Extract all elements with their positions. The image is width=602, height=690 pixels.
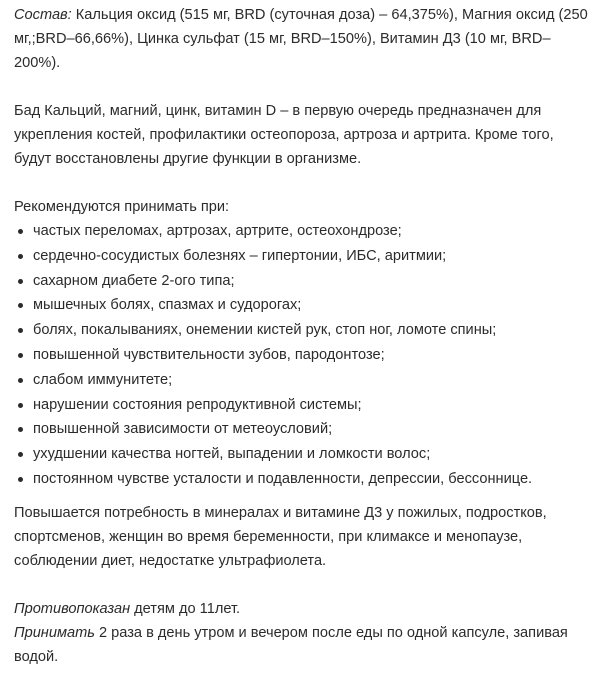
bullet-icon [18, 378, 23, 383]
list-item-text: нарушении состояния репродуктивной системы; [33, 396, 362, 413]
need-paragraph: Повышается потребность в минералах и витамине Д3 у пожилых, подростков, спортсменов, женщин во время беременности, при климаксе и менопаузе, соблюдении диет, недостатке ультрафиолета. [14, 504, 547, 569]
bullet-icon [18, 254, 23, 259]
list-item [14, 467, 588, 491]
list-item [14, 368, 588, 392]
list-item-text: повышенной зависимости от метеоусловий; [33, 421, 333, 438]
contraindication-paragraph [14, 597, 588, 621]
list-item-text: частых переломах, артрозах, артрите, остеохондрозе; [33, 223, 402, 239]
list-item-text: сердечно-сосудистых болезнях – гипертонии, ИБС, аритмии; [33, 247, 447, 264]
composition-label: Состав: [14, 7, 72, 23]
bullet-icon [18, 303, 23, 308]
dosage-paragraph [14, 621, 588, 669]
spacer [14, 492, 588, 501]
list-item [14, 343, 588, 367]
indications-list [14, 219, 588, 491]
bullet-icon [18, 427, 23, 432]
composition-paragraph [14, 3, 588, 75]
bullet-icon [18, 452, 23, 457]
dosage-label: Принимать [14, 624, 95, 641]
contraindication-label: Противопоказан [14, 600, 131, 617]
bullet-icon [18, 403, 23, 408]
list-item [14, 269, 588, 293]
description-paragraph: Бад Кальций, магний, цинк, витамин D – в первую очередь предназначен для укрепления костей, профилактики остеопороза, артроза и артрита. Кроме того, будут восстановлены другие функции в организме. [14, 103, 554, 167]
list-item-text: постоянном чувстве усталости и подавленности, депрессии, бессоннице. [33, 470, 533, 487]
list-item [14, 293, 588, 317]
list-item-text: болях, покалываниях, онемении кистей рук, стоп ног, ломоте спины; [33, 322, 497, 339]
list-item-text: ухудшении качества ногтей, выпадении и ломкости волос; [33, 446, 431, 463]
dosage-text: 2 раза в день утром и вечером после еды по одной капсуле, запивая водой. [14, 624, 568, 665]
list-item [14, 442, 588, 466]
list-item [14, 219, 588, 243]
indications-heading: Рекомендуются принимать при: [14, 199, 230, 215]
list-item-text: повышенной чувствительности зубов, пародонтозе; [33, 346, 385, 363]
bullet-icon [18, 328, 23, 333]
list-item-text: сахарном диабете 2-ого типа; [33, 272, 235, 289]
list-item-text: мышечных болях, спазмах и судорогах; [33, 297, 302, 314]
contraindication-text: детям до 11лет. [130, 600, 241, 617]
spacer [14, 573, 588, 597]
list-item [14, 244, 588, 268]
list-item-text: слабом иммунитете; [33, 371, 173, 388]
list-item [14, 417, 588, 441]
spacer [14, 171, 588, 195]
bullet-icon [18, 229, 23, 234]
composition-text: Кальция оксид (515 мг, BRD (суточная доза) – 64,375%), Магния оксид (250 мг,;BRD–66,66%), Цинка сульфат (15 мг, BRD–150%), Витамин Д3 (10 мг, BRD–200%). [14, 7, 588, 71]
list-item [14, 318, 588, 342]
bullet-icon [18, 353, 23, 358]
list-item [14, 393, 588, 417]
spacer [14, 75, 588, 99]
bullet-icon [18, 279, 23, 284]
bullet-icon [18, 477, 23, 482]
